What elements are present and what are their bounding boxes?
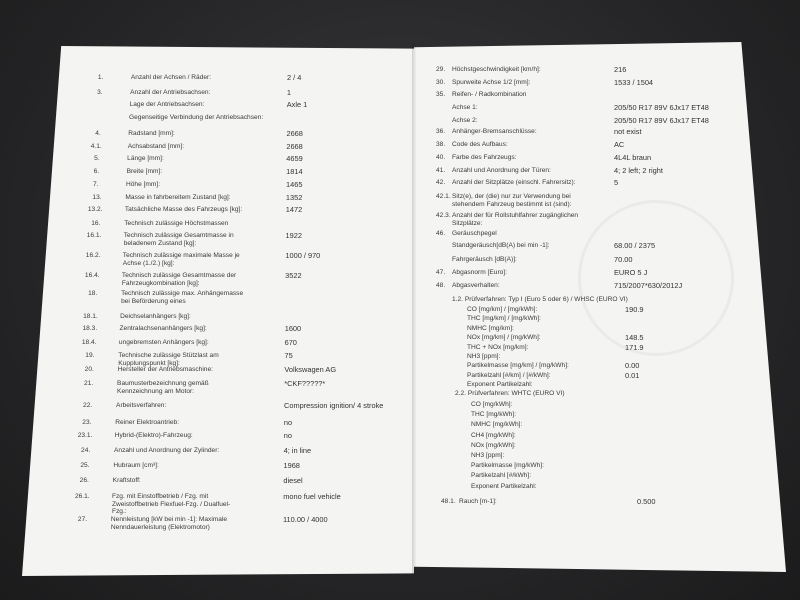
left-row-value: 1600 bbox=[284, 324, 302, 333]
left-row-label: Baumusterbezeichnung gemäß Kennzeichnung am Motor: bbox=[117, 380, 209, 395]
left-row-label: Technische zulässige Stützlast am Kupplungspunkt [kg]: bbox=[118, 352, 219, 367]
left-row-value: 1465 bbox=[286, 180, 303, 189]
left-row-value: 2 / 4 bbox=[286, 73, 302, 82]
test2-title: 2.2. Prüfverfahren: WHTC (EURO VI) bbox=[455, 390, 565, 397]
right-row-value: 205/50 R17 89V 6Jx17 ET48 bbox=[614, 103, 709, 112]
left-row-number: 18.1. bbox=[83, 313, 98, 320]
left-row-number: 16.1. bbox=[86, 232, 102, 239]
right-row-label: Standgeräusch[dB(A) bei min -1]: bbox=[452, 242, 550, 249]
left-row-label: Tatsächliche Masse des Fahrzeugs [kg]: bbox=[124, 206, 243, 213]
left-row-number: 18.4. bbox=[81, 339, 97, 346]
left-row-value: 670 bbox=[284, 338, 297, 347]
right-row-number: 42. bbox=[436, 179, 446, 186]
right-row-value: not exist bbox=[614, 127, 642, 136]
right-row-label: Abgasnorm [Euro]: bbox=[452, 269, 507, 276]
test1-label: Partikelmasse [mg/km] / [mg/kWh]: bbox=[467, 362, 569, 370]
left-row-value: 1352 bbox=[285, 193, 303, 202]
left-row-value: mono fuel vehicle bbox=[283, 492, 341, 501]
right-row-value: 68.00 / 2375 bbox=[614, 241, 656, 250]
left-row-number: 26. bbox=[79, 477, 89, 484]
left-row-value: diesel bbox=[283, 476, 303, 485]
left-row-value: 1 bbox=[286, 88, 291, 97]
left-row-label: Hybrid-(Elektro)-Fahrzeug: bbox=[114, 432, 193, 439]
right-row-label: Anzahl der Sitzplätze (einschl. Fahrersitz): bbox=[452, 179, 576, 186]
right-row-label: Abgasverhalten: bbox=[452, 282, 500, 289]
left-row-value: 2668 bbox=[286, 129, 303, 138]
left-row-label: Technisch zulässige max. Anhängemasse bei Beförderung eines bbox=[121, 290, 244, 305]
test1-label: Partikelzahl [#/km] / [#/kWh]: bbox=[467, 371, 551, 379]
left-row-number: 7. bbox=[93, 181, 99, 188]
right-row-number: 42.3. bbox=[436, 212, 451, 219]
left-row-label: Höhe [mm]: bbox=[126, 181, 161, 188]
left-row-label: Lage der Antriebsachsen: bbox=[129, 101, 205, 108]
left-row-number: 25. bbox=[80, 462, 90, 469]
left-row-number: 4.1. bbox=[90, 143, 102, 150]
left-row-label: ungebremsten Anhängers [kg]: bbox=[118, 339, 209, 346]
test2-label: CH4 [mg/kWh]: bbox=[471, 431, 516, 439]
left-row-label: Kraftstoff: bbox=[112, 477, 141, 484]
left-row-label: Deichselanhängers [kg]: bbox=[120, 313, 191, 320]
test2-label: Exponent Partikelzahl: bbox=[471, 482, 537, 490]
test1-value: 148.5 bbox=[625, 333, 644, 343]
right-row-value: 715/2007*630/2012J bbox=[614, 281, 683, 290]
left-row-number: 16.4. bbox=[84, 272, 100, 279]
left-row-label: Reiner Elektroantrieb: bbox=[115, 419, 180, 426]
right-row-number: 35. bbox=[436, 91, 446, 98]
left-row-number: 22. bbox=[83, 402, 93, 409]
page-fold bbox=[412, 44, 416, 574]
left-row-number: 24. bbox=[81, 447, 91, 454]
right-row-number: 46. bbox=[436, 230, 446, 237]
test1-label: THC [mg/km] / [mg/kWh]: bbox=[467, 315, 541, 323]
test2-label: Partikelzahl [#/kWh]: bbox=[471, 472, 532, 480]
right-row-label: Sitz(e), der (die) nur zur Verwendung bei stehendem Fahrzeug bestimmt ist (sind): bbox=[452, 193, 572, 208]
right-row-label: Achse 1: bbox=[452, 104, 478, 111]
left-row-value: no bbox=[283, 431, 292, 440]
test1-label: NH3 [ppm]: bbox=[467, 353, 501, 360]
right-row-value: AC bbox=[614, 140, 625, 149]
left-row-label: Hubraum [cm³]: bbox=[113, 462, 159, 469]
left-row-label: Achsabstand [mm]: bbox=[127, 143, 185, 150]
left-row-value: *CKF?????* bbox=[284, 379, 326, 388]
left-row-label: Zentralachsenanhängers [kg]: bbox=[119, 325, 207, 332]
test2-label: NMHC [mg/kWh]: bbox=[471, 421, 523, 429]
test2-label: THC [mg/kWh]: bbox=[471, 411, 517, 419]
left-row-number: 13. bbox=[92, 194, 102, 201]
left-row-label: Gegenseitige Verbindung der Antriebsachsen: bbox=[129, 114, 264, 121]
left-row-number: 19. bbox=[85, 352, 95, 359]
left-row-label: Hersteller der Antriebsmaschine: bbox=[117, 366, 213, 373]
left-row-value: 1922 bbox=[285, 231, 302, 240]
left-row-number: 16.2. bbox=[85, 252, 101, 259]
test1-label: NOx [mg/km] / [mg/kWh]: bbox=[467, 334, 541, 342]
right-row-label: Fahrgeräusch [dB(A)]: bbox=[452, 256, 517, 263]
test1-label: Exponent Partikelzahl: bbox=[467, 381, 533, 389]
left-row-label: Anzahl der Achsen / Räder: bbox=[130, 74, 212, 81]
right-row-label: Achse 2: bbox=[452, 117, 478, 124]
test1-title: 1.2. Prüfverfahren: Typ I (Euro 5 oder 6) / WHSC (EURO VI) bbox=[452, 296, 628, 303]
left-row-value: 110.00 / 4000 bbox=[282, 515, 328, 524]
right-row-number: 36. bbox=[436, 128, 446, 135]
right-row-value: 1533 / 1504 bbox=[614, 78, 654, 87]
left-row-number: 23. bbox=[82, 419, 92, 426]
left-row-label: Anzahl und Anordnung der Zylinder: bbox=[114, 447, 220, 454]
left-row-label: Radstand [mm]: bbox=[128, 130, 175, 137]
left-row-label: Breite [mm]: bbox=[126, 168, 163, 175]
left-row-value: 1000 / 970 bbox=[285, 251, 321, 260]
left-row-label: Anzahl der Antriebsachsen: bbox=[130, 89, 211, 96]
test1-value: 0.01 bbox=[625, 370, 640, 380]
test2-label: Partikelmasse [mg/kWh]: bbox=[471, 462, 544, 470]
left-row-value: no bbox=[283, 418, 293, 427]
right-row-label: Anzahl der für Rollstuhlfahrer zugänglichen Sitzplätze: bbox=[452, 212, 579, 227]
left-row-number: 5. bbox=[94, 155, 100, 162]
test2-label: CO [mg/kWh]: bbox=[471, 401, 513, 408]
right-row-value: 5 bbox=[614, 178, 619, 187]
right-row-number: 48. bbox=[436, 282, 446, 289]
left-row-number: 23.1. bbox=[77, 432, 93, 439]
left-row-number: 20. bbox=[84, 366, 94, 373]
left-row-number: 26.1. bbox=[74, 493, 90, 500]
left-row-value: 1472 bbox=[285, 205, 303, 214]
right-row-number: 29. bbox=[436, 66, 446, 73]
left-row-number: 18. bbox=[88, 290, 98, 297]
left-row-number: 3. bbox=[97, 89, 103, 96]
smoke-number: 48.1. bbox=[441, 498, 456, 505]
test1-label: CO [mg/km] / [mg/kWh]: bbox=[467, 306, 538, 313]
left-row-label: Nennleistung [kW bei min -1]: Maximale Nenndauerleistung (Elektromotor) bbox=[110, 516, 228, 531]
left-row-number: 18.3. bbox=[82, 325, 98, 332]
left-row-label: Masse in fahrbereitem Zustand [kg]: bbox=[125, 194, 231, 201]
right-row-label: Reifen- / Radkombination bbox=[452, 91, 527, 98]
left-row-number: 27. bbox=[77, 516, 88, 523]
left-row-number: 4. bbox=[95, 130, 101, 137]
right-row-value: 216 bbox=[614, 65, 627, 74]
left-row-value: Axle 1 bbox=[286, 100, 308, 109]
left-row-value: 2668 bbox=[286, 142, 303, 151]
right-row-value: 4L4L braun bbox=[614, 153, 652, 162]
right-row-label: Geräuschpegel bbox=[452, 230, 497, 237]
left-row-label: Länge [mm]: bbox=[127, 155, 164, 162]
test2-label: NH3 [ppm]: bbox=[471, 452, 505, 459]
right-row-value: 4; 2 left; 2 right bbox=[614, 166, 663, 175]
left-row-number: 1. bbox=[97, 74, 104, 81]
left-row-label: Technisch zulässige Gesamtmasse in beladenem Zustand [kg]: bbox=[123, 232, 234, 247]
right-row-value: 205/50 R17 89V 6Jx17 ET48 bbox=[614, 116, 709, 125]
right-row-number: 42.1. bbox=[436, 193, 451, 200]
right-row-label: Code des Aufbaus: bbox=[452, 141, 508, 148]
left-row-value: 4659 bbox=[286, 154, 303, 163]
test1-value: 171.9 bbox=[625, 342, 644, 352]
test1-label: THC + NOx [mg/km]: bbox=[467, 343, 529, 351]
left-row-number: 6. bbox=[93, 168, 100, 175]
left-row-label: Arbeitsverfahren: bbox=[116, 402, 167, 409]
test1-value: 190.9 bbox=[625, 305, 644, 314]
right-row-label: Anzahl und Anordnung der Türen: bbox=[452, 167, 551, 174]
right-row-number: 40. bbox=[436, 154, 446, 161]
left-row-label: Technisch zulässige Gesamtmasse der Fahrzeugkombination [kg]: bbox=[121, 272, 237, 287]
right-row-number: 41. bbox=[436, 167, 446, 174]
right-row-label: Farbe des Fahrzeugs: bbox=[452, 154, 517, 161]
right-row-label: Spurweite Achse 1/2 [mm]: bbox=[452, 79, 531, 86]
left-row-value: 1968 bbox=[283, 461, 300, 470]
left-row-label: Technisch zulässige Höchstmassen bbox=[124, 220, 229, 227]
left-row-number: 16. bbox=[91, 220, 101, 227]
smoke-value: 0.500 bbox=[637, 497, 656, 506]
left-row-label: Technisch zulässige maximale Masse je Achse (1./2.) [kg]: bbox=[122, 252, 240, 267]
right-row-value: 70.00 bbox=[614, 255, 633, 264]
left-row-number: 21. bbox=[84, 380, 94, 387]
left-row-value: 4; in line bbox=[283, 446, 312, 455]
left-row-value: Compression ignition/ 4 stroke bbox=[284, 401, 384, 410]
left-row-value: 3522 bbox=[285, 271, 302, 280]
right-row-value: EURO 5 J bbox=[614, 268, 648, 277]
test2-label: NOx [mg/kWh]: bbox=[471, 441, 516, 449]
test1-value: 0.00 bbox=[625, 361, 640, 371]
left-row-number: 13.2. bbox=[87, 206, 103, 213]
right-row-label: Höchstgeschwindigkeit [km/h]: bbox=[452, 66, 541, 73]
left-row-value: 1814 bbox=[286, 167, 303, 176]
left-row-value: Volkswagen AG bbox=[284, 365, 337, 374]
right-row-number: 30. bbox=[436, 79, 446, 86]
right-row-label: Anhänger-Bremsanschlüsse: bbox=[452, 128, 537, 135]
smoke-label: Rauch [m-1]: bbox=[459, 498, 497, 505]
left-row-label: Fzg. mit Einstoffbetrieb / Fzg. mit Zweistoffbetrieb Flexfuel-Fzg. / Dualfuel-Fzg.: bbox=[111, 493, 231, 516]
left-row-value: 75 bbox=[284, 351, 293, 360]
right-row-number: 38. bbox=[436, 141, 446, 148]
test1-label: NMHC [mg/km]: bbox=[467, 324, 514, 332]
right-row-number: 47. bbox=[436, 269, 446, 276]
